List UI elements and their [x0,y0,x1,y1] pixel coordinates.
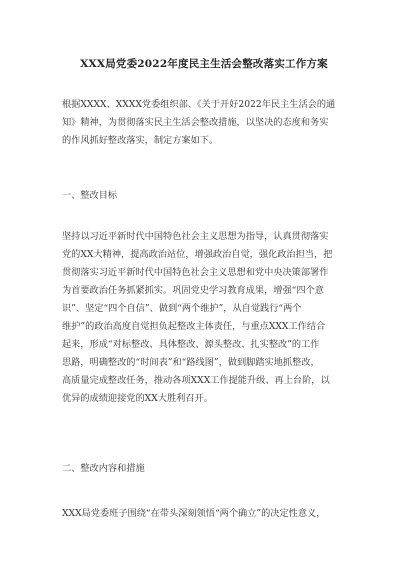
text-line: 知》精神，为贯彻落实民主生活会整改措施，以坚决的态度和务实 [62,117,329,128]
text-line: 的作风抓好整改落实，制定方案如下。 [62,135,219,146]
measures-paragraph [62,505,358,523]
text-line: 维护”的政治高度自觉担负起整改主体责任，与重点XXX工作结合 [62,321,326,332]
text-line: 贯彻落实习近平新时代中国特色社会主义思想和党中央决策部署作 [62,267,329,278]
text-line: 优异的成绩迎接党的XX大胜利召开。 [62,393,213,404]
text-line: 思路，明确整改的“时间表”和“路线图”，做到脚踏实地抓整改， [62,357,320,368]
text-line: 高质量完成整改任务，推动各项XXX工作提能升级、再上台阶，以 [62,375,330,386]
text-line: 坚持以习近平新时代中国特色社会主义思想为指导，认真贯彻落实 [62,231,329,242]
text-line: XXX局党委班子围绕“在带头深刻领悟“两个确立”的决定性意义， [62,508,326,519]
text-line: 为首要政治任务抓紧抓实。巩固党史学习教育成果，增强“四个意 [62,285,324,296]
section-heading-goals: 一、整改目标 [62,190,118,201]
document-title: XXX局党委2022年度民主生活会整改落实工作方案 [80,58,328,70]
section-heading-measures: 二、整改内容和措施 [62,463,145,474]
text-line: 起来，形成“对标整改、具体整改、源头整改、扎实整改”的工作 [62,339,320,350]
intro-paragraph [62,96,358,150]
goals-paragraph [62,228,358,408]
text-line: 根据XXXX、XXXX党委组织部、《关于开好2022年民主生活会的通 [62,99,336,110]
text-line: 识”、坚定“四个自信”、做到“两个维护”，从自觉践行“两个 [62,303,302,314]
text-line: 党的XX大精神，提高政治站位，增强政治自觉，强化政治担当，把 [62,249,333,260]
